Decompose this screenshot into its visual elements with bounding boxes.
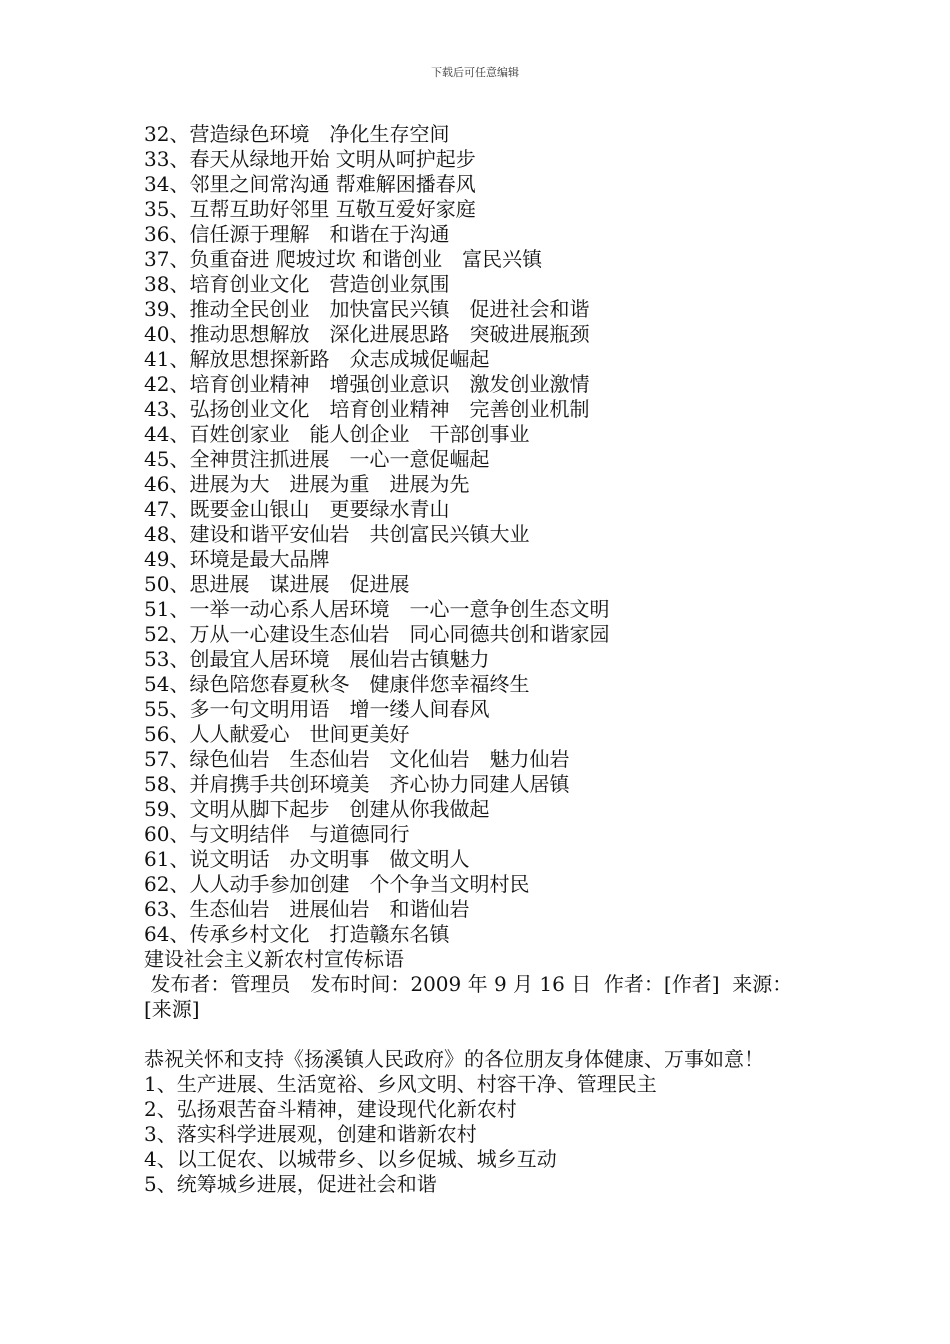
article-greeting: 恭祝关怀和支持《扬溪镇人民政府》的各位朋友身体健康、万事如意！ xyxy=(144,1047,764,1071)
article-meta: 发布者：管理员 发布时间：2009 年 9 月 16 日 作者：[作者] 来源：[来源] xyxy=(144,972,793,1021)
slogan-line: 49、环境是最大品牌 xyxy=(144,547,330,571)
article-item: 4、以工促农、以城带乡、以乡促城、城乡互动 xyxy=(144,1147,557,1171)
slogan-line: 48、建设和谐平安仙岩 共创富民兴镇大业 xyxy=(144,522,530,546)
slogan-line: 54、绿色陪您春夏秋冬 健康伴您幸福终生 xyxy=(144,672,530,696)
slogan-line: 32、营造绿色环境 净化生存空间 xyxy=(144,122,450,146)
slogan-line: 39、推动全民创业 加快富民兴镇 促进社会和谐 xyxy=(144,297,590,321)
slogan-line: 37、负重奋进 爬坡过坎 和谐创业 富民兴镇 xyxy=(144,247,543,271)
slogan-line: 61、说文明话 办文明事 做文明人 xyxy=(144,847,470,871)
slogan-line: 64、传承乡村文化 打造赣东名镇 xyxy=(144,922,450,946)
slogan-line: 59、文明从脚下起步 创建从你我做起 xyxy=(144,797,490,821)
blank-line xyxy=(144,1022,816,1047)
article-title: 建设社会主义新农村宣传标语 xyxy=(144,947,404,971)
article-item: 2、弘扬艰苦奋斗精神，建设现代化新农村 xyxy=(144,1097,517,1121)
slogan-line: 62、人人动手参加创建 个个争当文明村民 xyxy=(144,872,530,896)
article-item: 1、生产进展、生活宽裕、乡风文明、村容干净、管理民主 xyxy=(144,1072,657,1096)
slogan-line: 52、万从一心建设生态仙岩 同心同德共创和谐家园 xyxy=(144,622,610,646)
slogan-list xyxy=(144,122,816,947)
article-item: 3、落实科学进展观，创建和谐新农村 xyxy=(144,1122,477,1146)
slogan-line: 43、弘扬创业文化 培育创业精神 完善创业机制 xyxy=(144,397,590,421)
slogan-line: 47、既要金山银山 更要绿水青山 xyxy=(144,497,450,521)
slogan-line: 42、培育创业精神 增强创业意识 激发创业激情 xyxy=(144,372,590,396)
article-item-list xyxy=(144,1072,816,1197)
slogan-line: 35、互帮互助好邻里 互敬互爱好家庭 xyxy=(144,197,476,221)
slogan-line: 50、思进展 谋进展 促进展 xyxy=(144,572,410,596)
slogan-line: 63、生态仙岩 进展仙岩 和谐仙岩 xyxy=(144,897,470,921)
slogan-line: 58、并肩携手共创环境美 齐心协力同建人居镇 xyxy=(144,772,570,796)
slogan-line: 38、培育创业文化 营造创业氛围 xyxy=(144,272,450,296)
page-header-note: 下载后可任意编辑 xyxy=(431,66,519,79)
slogan-line: 46、进展为大 进展为重 进展为先 xyxy=(144,472,470,496)
slogan-line: 53、创最宜人居环境 展仙岩古镇魅力 xyxy=(144,647,490,671)
slogan-line: 33、春天从绿地开始 文明从呵护起步 xyxy=(144,147,476,171)
article-item: 5、统筹城乡进展，促进社会和谐 xyxy=(144,1172,437,1196)
slogan-line: 60、与文明结伴 与道德同行 xyxy=(144,822,410,846)
slogan-line: 34、邻里之间常沟通 帮难解困播春风 xyxy=(144,172,476,196)
slogan-line: 44、百姓创家业 能人创企业 干部创事业 xyxy=(144,422,530,446)
slogan-line: 56、人人献爱心 世间更美好 xyxy=(144,722,410,746)
slogan-line: 55、多一句文明用语 增一缕人间春风 xyxy=(144,697,490,721)
slogan-line: 57、绿色仙岩 生态仙岩 文化仙岩 魅力仙岩 xyxy=(144,747,570,771)
slogan-line: 36、信任源于理解 和谐在于沟通 xyxy=(144,222,450,246)
slogan-line: 40、推动思想解放 深化进展思路 突破进展瓶颈 xyxy=(144,322,590,346)
document-body xyxy=(144,122,816,1197)
slogan-line: 41、解放思想探新路 众志成城促崛起 xyxy=(144,347,490,371)
slogan-line: 51、一举一动心系人居环境 一心一意争创生态文明 xyxy=(144,597,610,621)
slogan-line: 45、全神贯注抓进展 一心一意促崛起 xyxy=(144,447,490,471)
